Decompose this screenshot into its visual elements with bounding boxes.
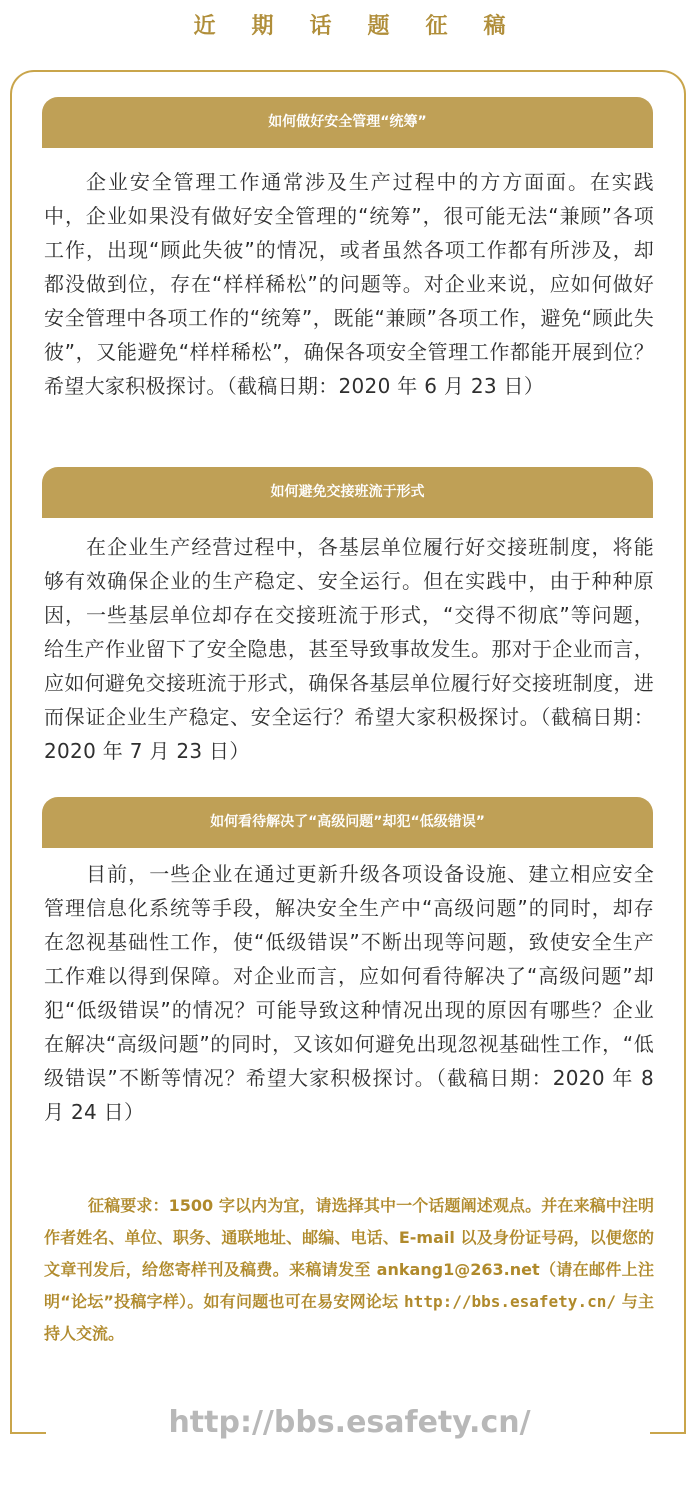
section-body-coordination: 企业安全管理工作通常涉及生产过程中的方方面面。在实践中，企业如果没有做好安全管理的“统筹”，很可能无法“兼顾”各项工作，出现“顾此失彼”的情况，或者虽然各项工作都有所涉及，却都没做到位，存在“样样稀松”的问题等。对企业来说，应如何做好安全管理中各项工作的“统筹”，既能“兼顾”各项工作，避免“顾此失彼”，又能避免“样样稀松”，确保各项安全管理工作都能开展到位？希望大家积极探讨。（截稿日期：2020 年 6 月 23 日） [44, 170, 654, 398]
section-body-shift-handover: 在企业生产经营过程中，各基层单位履行好交接班制度，将能够有效确保企业的生产稳定、安全运行。但在实践中，由于种种原因，一些基层单位却存在交接班流于形式，“交得不彻底”等问题，给生产作业留下了安全隐患，甚至导致事故发生。那对于企业而言，应如何避免交接班流于形式，确保各基层单位履行好交接班制度，进而保证企业生产稳定、安全运行？希望大家积极探讨。（截稿日期：2020 年 7 月 23 日） [44, 535, 654, 763]
requirements-text: 征稿要求：1500 字以内为宜，请选择其中一个话题阐述观点。并在来稿中注明作者姓名、单位、职务、通联地址、邮编、电话、E-mail 以及身份证号码，以便您的文章刊发后，给您寄样刊及稿费。来稿请发至 ankang1@263.net（请在邮件上注明“论坛”投稿字样）。如有问题也可在易安网论坛 [44, 1196, 654, 1311]
section-header-coordination: 如何做好安全管理“统筹” [42, 97, 653, 148]
forum-link[interactable]: http://bbs.esafety.cn/ [404, 1292, 616, 1311]
page-title: 近期话题征稿 [193, 14, 542, 39]
watermark-url: http://bbs.esafety.cn/ [168, 1405, 531, 1440]
section-header-shift-handover: 如何避免交接班流于形式 [42, 467, 653, 518]
submission-requirements [44, 1190, 654, 1350]
section-body-low-level-errors: 目前，一些企业在通过更新升级各项设备设施、建立相应安全管理信息化系统等手段，解决安全生产中“高级问题”的同时，却存在忽视基础性工作，使“低级错误”不断出现等问题，致使安全生产工作难以得到保障。对企业而言，应如何看待解决了“高级问题”却犯“低级错误”的情况？可能导致这种情况出现的原因有哪些？企业在解决“高级问题”的同时，又该如何避免出现忽视基础性工作，“低级错误”不断等情况？希望大家积极探讨。（截稿日期：2020 年 8 月 24 日） [44, 862, 654, 1124]
section-header-low-level-errors: 如何看待解决了“高级问题”却犯“低级错误” [42, 797, 653, 848]
requirements-text-end: 与主持人交流。 [44, 1292, 654, 1343]
